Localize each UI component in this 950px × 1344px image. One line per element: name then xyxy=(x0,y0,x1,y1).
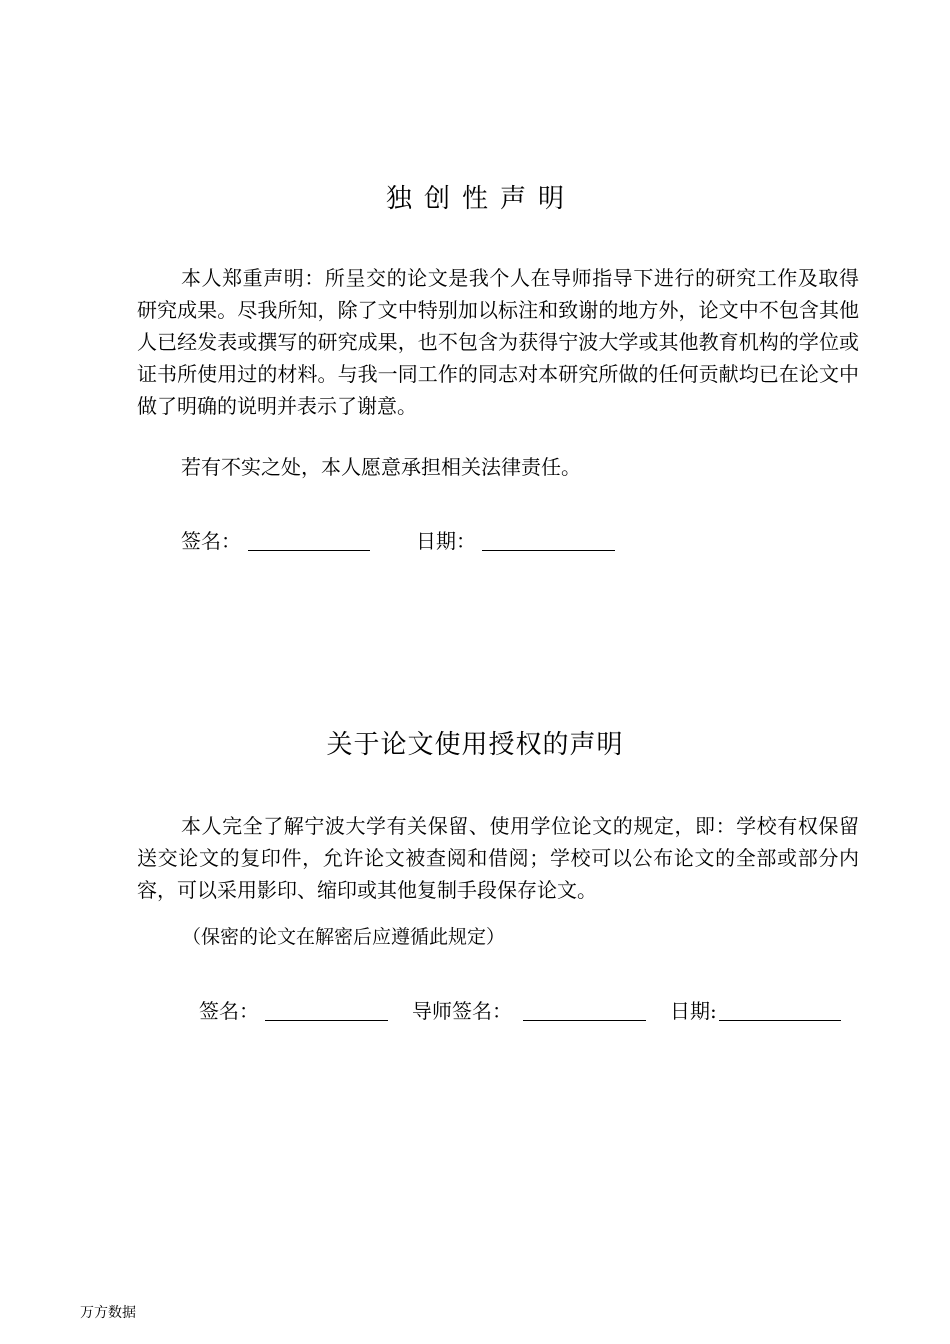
authorization-date-field[interactable] xyxy=(719,996,841,1021)
advisor-signature-field[interactable] xyxy=(523,996,646,1021)
author-signature-label: 签名： xyxy=(199,999,259,1023)
confidential-note: （保密的论文在解密后应遵循此规定） xyxy=(182,926,506,948)
date-field[interactable] xyxy=(482,526,615,551)
author-signature-field[interactable] xyxy=(265,996,388,1021)
authorization-date-label: 日期: xyxy=(670,999,717,1023)
footer-watermark: 万方数据 xyxy=(80,1305,136,1321)
originality-title: 独创性声明 xyxy=(385,184,576,214)
advisor-signature-label: 导师签名： xyxy=(412,999,512,1023)
signature-label: 签名： xyxy=(181,529,241,553)
authorization-title: 关于论文使用授权的声明 xyxy=(326,730,624,760)
originality-paragraph: 本人郑重声明：所呈交的论文是我个人在导师指导下进行的研究工作及取得研究成果。尽我所知，除了文中特别加以标注和致谢的地方外，论文中不包含其他人已经发表或撰写的研究成果，也不包含为获得宁波大学或其他教育机构的学位或证书所使用过的材料。与我一同工作的同志对本研究所做的任何贡献均已在论文中做了明确的说明并表示了谢意。 xyxy=(137,266,859,418)
liability-paragraph: 若有不实之处，本人愿意承担相关法律责任。 xyxy=(181,455,581,479)
authorization-paragraph: 本人完全了解宁波大学有关保留、使用学位论文的规定，即：学校有权保留送交论文的复印件，允许论文被查阅和借阅；学校可以公布论文的全部或部分内容，可以采用影印、缩印或其他复制手段保存论文。 xyxy=(137,814,859,902)
signature-field[interactable] xyxy=(248,526,370,551)
date-label: 日期： xyxy=(416,529,476,553)
